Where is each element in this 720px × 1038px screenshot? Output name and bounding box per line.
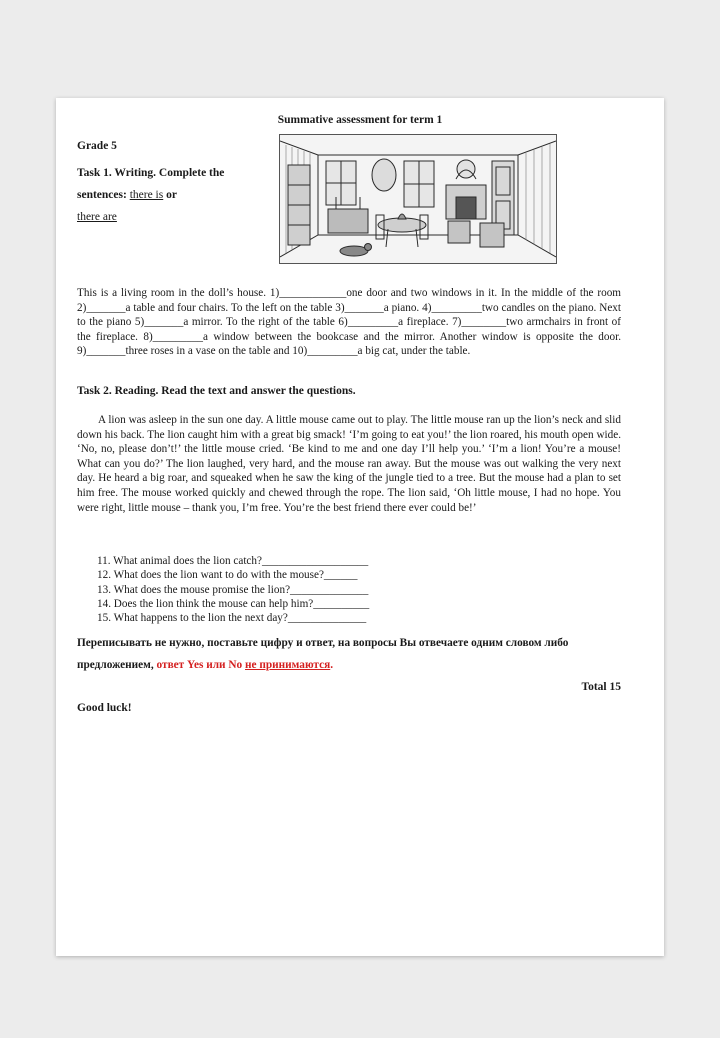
task2-heading: Task 2. Reading. Read the text and answer the questions. xyxy=(77,385,356,397)
question-14: 14. Does the lion think the mouse can help him?__________ xyxy=(97,597,370,610)
option-there-are: there are xyxy=(77,211,117,223)
task1-heading-text: Task 1. Writing. Complete the sentences: xyxy=(77,167,225,201)
answer-instructions xyxy=(77,632,623,676)
instructions-end: . xyxy=(330,659,334,671)
instructions-text: Переписывать не нужно, поставьте цифру и ответ, на вопросы Вы отвечаете одним словом либо предложением, xyxy=(77,637,569,671)
living-room-illustration xyxy=(279,134,557,264)
question-12: 12. What does the lion want to do with the mouse?______ xyxy=(97,569,358,582)
task1-paragraph: This is a living room in the doll’s house. 1)____________one door and two windows in it. In the middle of the room 2)_______a table and four chairs. To the left on the table 3)_______a piano. 4)_________two candles on the piano. Next to the piano 5)_______a mirror. To the right of the table 6)_________a fireplace. 7)________two armchairs in front of the fireplace. 8)_________a window between the bookcase and the mirror. Another window is opposite the door. 9)_______three roses in a vase on the table and 10)_________a big cat, under the table. xyxy=(77,287,621,358)
worksheet-page xyxy=(56,98,664,956)
question-list xyxy=(97,554,369,625)
instructions-warning: ответ Yes или No xyxy=(156,659,243,671)
total-score: Total 15 xyxy=(581,681,621,693)
instructions-warning-underlined: не принимаются xyxy=(245,659,331,671)
reading-text: A lion was asleep in the sun one day. A little mouse came out to play. The little mouse ran up the lion’s neck and slid down his back. The lion caught him with a great big smack! ‘I’m going to eat you!’ the lion roared, his mouth open wide. ‘No, no, please don’t!’ the little mouse cried. ‘Be kind to me and one day I’ll help you.’ ‘I’m a lion! You’re a mouse! What can you do?’ The lion laughed, very hard, and the mouse ran away. But the mouse was out walking the very next day. He heard a big roar, and squeaked when he saw the king of the jungle tied to a tree. But the mouse had a plan to set him free. The mouse worked quickly and chewed through the rope. The lion said, ‘Oh little mouse, I had no hope. You were right, little mouse – thank you, I’m free. You’re the best friend there ever could be!’ xyxy=(77,414,621,514)
grade-label: Grade 5 xyxy=(77,140,117,152)
question-15: 15. What happens to the lion the next day?______________ xyxy=(97,612,367,625)
good-luck: Good luck! xyxy=(77,702,132,714)
page-title: Summative assessment for term 1 xyxy=(277,114,443,126)
option-there-is: there is xyxy=(129,189,164,201)
option-connector: or xyxy=(166,189,177,201)
question-11: 11. What animal does the lion catch?___________________ xyxy=(97,555,369,567)
task1-heading xyxy=(77,162,257,228)
question-13: 13. What does the mouse promise the lion?______________ xyxy=(97,583,369,596)
living-room-drawing xyxy=(280,135,556,263)
